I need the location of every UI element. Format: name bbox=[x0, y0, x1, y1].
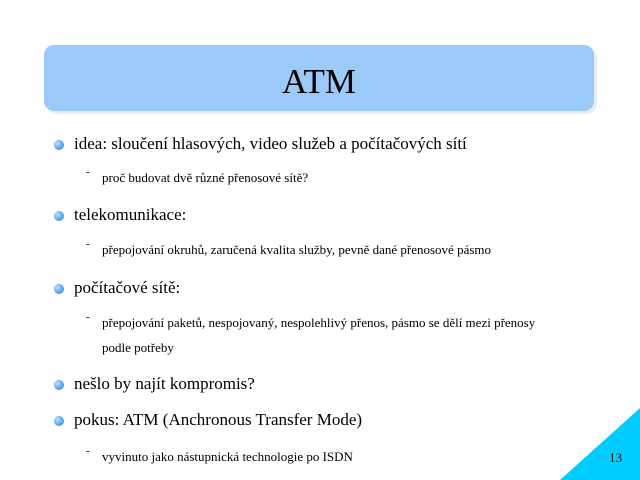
sub-bullet-text: přepojování paketů, nespojovaný, nespolehlivý přenos, pásmo se dělí mezi přenosy bbox=[102, 315, 536, 330]
sub-bullet-item bbox=[0, 238, 640, 260]
dash-icon: - bbox=[86, 166, 90, 178]
sub-bullet-item bbox=[0, 311, 640, 333]
sub-bullet-item bbox=[0, 445, 540, 467]
bullet-dot-icon bbox=[54, 284, 64, 294]
sub-bullet-item bbox=[0, 166, 640, 188]
page-number: 13 bbox=[609, 450, 622, 465]
bullet-text: idea: sloučení hlasových, video služeb a počítačových sítí bbox=[74, 134, 467, 153]
sub-bullet-text: podle potřeby bbox=[102, 340, 174, 355]
corner-triangle bbox=[560, 408, 640, 480]
bullet-item bbox=[0, 134, 640, 156]
sub-bullet-text: vyvinuto jako nástupnická technologie po ISDN bbox=[102, 449, 353, 464]
title-box bbox=[44, 45, 594, 111]
bullet-dot-icon bbox=[54, 211, 64, 221]
sub-bullet-text: přepojování okruhů, zaručená kvalita služby, pevně dané přenosové pásmo bbox=[102, 242, 492, 257]
bullet-text: pokus: ATM (Anchronous Transfer Mode) bbox=[74, 410, 363, 429]
dash-icon: - bbox=[86, 238, 90, 250]
dash-icon: - bbox=[86, 311, 90, 323]
sub-bullet-continuation bbox=[0, 340, 640, 358]
sub-bullet-text: proč budovat dvě různé přenosové sítě? bbox=[102, 170, 309, 185]
bullet-text: telekomunikace: bbox=[74, 205, 187, 224]
bullet-item bbox=[0, 278, 640, 300]
bullet-item bbox=[0, 205, 640, 227]
slide-title: ATM bbox=[282, 62, 356, 101]
bullet-dot-icon bbox=[54, 140, 64, 150]
bullet-item bbox=[0, 410, 640, 432]
bullet-dot-icon bbox=[54, 416, 64, 426]
bullet-text: nešlo by najít kompromis? bbox=[74, 374, 255, 393]
bullet-item bbox=[0, 374, 640, 396]
dash-icon: - bbox=[86, 445, 90, 457]
bullet-text: počítačové sítě: bbox=[74, 278, 181, 297]
bullet-dot-icon bbox=[54, 380, 64, 390]
